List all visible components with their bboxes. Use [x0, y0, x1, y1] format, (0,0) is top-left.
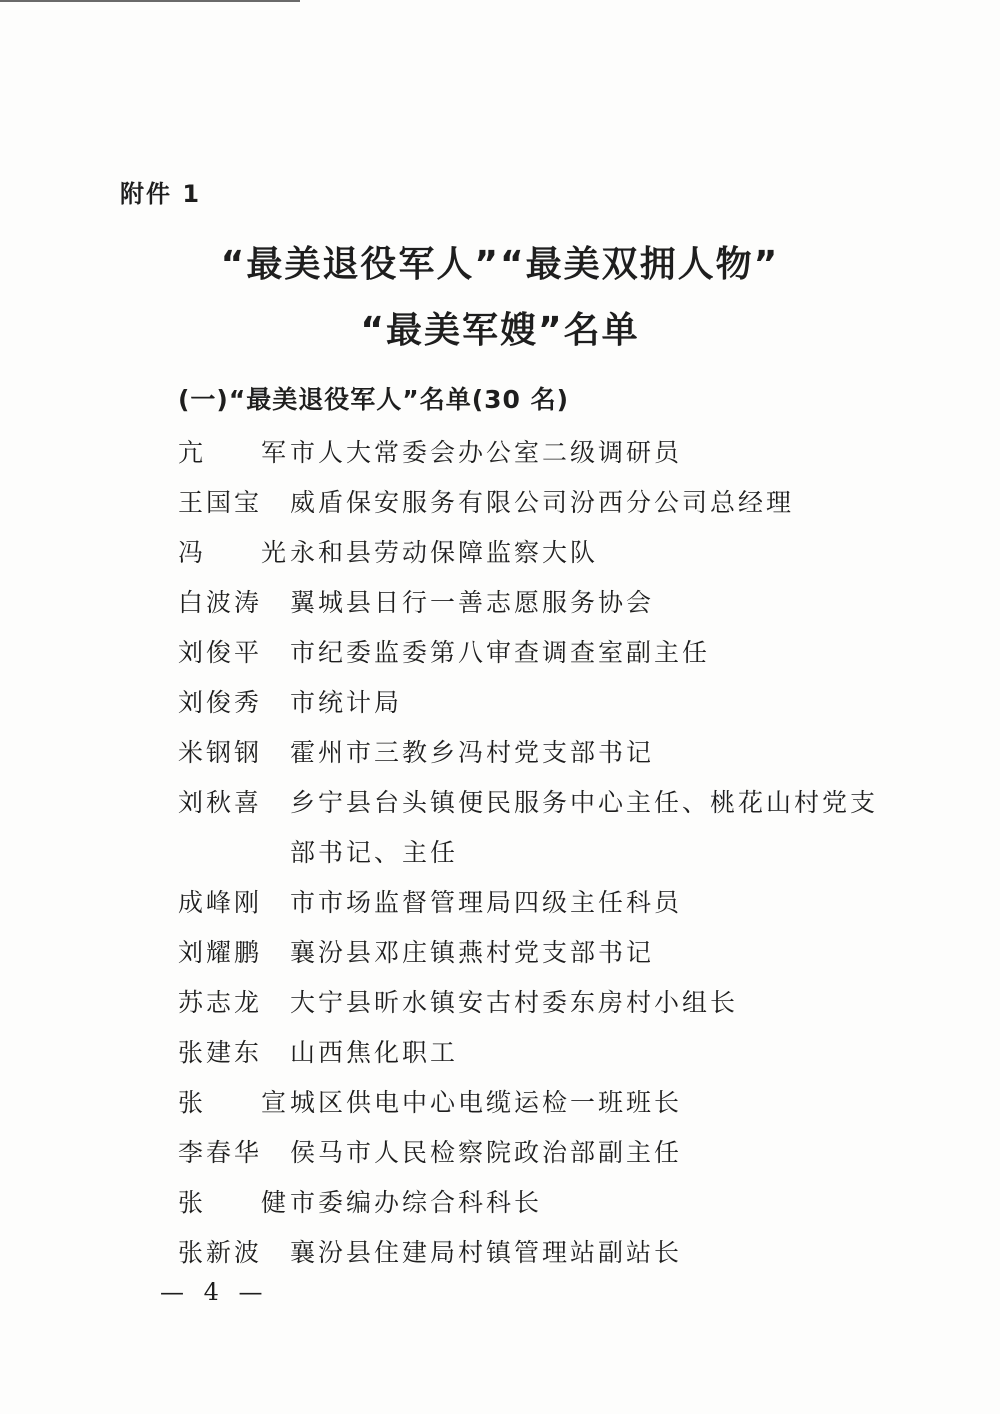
- person-title: 霍州市三教乡冯村党支部书记: [290, 738, 655, 767]
- person-title: 乡宁县台头镇便民服务中心主任、桃花山村党支部书记、主任: [290, 788, 879, 867]
- list-item: [178, 1128, 898, 1178]
- person-name: 白波涛: [178, 588, 263, 617]
- person-name: 刘秋喜: [178, 788, 263, 817]
- person-title: 市委编办综合科科长: [290, 1188, 543, 1217]
- person-name: 刘耀鹏: [178, 938, 263, 967]
- person-title: 市纪委监委第八审查调查室副主任: [290, 638, 711, 667]
- list-item: [178, 578, 898, 628]
- list-item: [178, 478, 898, 528]
- name-list: [178, 428, 898, 1278]
- person-name: 张 健: [178, 1188, 311, 1217]
- person-name: 成峰刚: [178, 888, 263, 917]
- list-item: [178, 1228, 898, 1278]
- page-number: — 4 —: [160, 1278, 269, 1306]
- person-title: 市统计局: [290, 688, 403, 717]
- person-title: 永和县劳动保障监察大队: [290, 538, 599, 567]
- attachment-label: 附件 1: [120, 180, 202, 208]
- person-name: 刘俊秀: [178, 688, 263, 717]
- person-title: 山西焦化职工: [290, 1038, 459, 1067]
- person-title: 襄汾县邓庄镇燕村党支部书记: [290, 938, 655, 967]
- list-item: [178, 878, 898, 928]
- list-item: [178, 928, 898, 978]
- person-title: 襄汾县住建局村镇管理站副站长: [290, 1238, 683, 1267]
- document-title-line-2: “最美军嫂”名单: [360, 310, 640, 351]
- person-name: 王国宝: [178, 488, 263, 517]
- person-title: 翼城县日行一善志愿服务协会: [290, 588, 655, 617]
- person-title: 威盾保安服务有限公司汾西分公司总经理: [290, 488, 795, 517]
- person-title: 市市场监督管理局四级主任科员: [290, 888, 683, 917]
- list-item: [178, 678, 898, 728]
- person-title: 大宁县昕水镇安古村委东房村小组长: [290, 988, 739, 1017]
- list-item: [178, 978, 898, 1028]
- person-name: 冯 光: [178, 538, 311, 567]
- list-item: [178, 778, 898, 878]
- list-item: [178, 428, 898, 478]
- person-title: 市人大常委会办公室二级调研员: [290, 438, 683, 467]
- list-item: [178, 1078, 898, 1128]
- list-item: [178, 628, 898, 678]
- list-item: [178, 1178, 898, 1228]
- person-name: 苏志龙: [178, 988, 263, 1017]
- person-name: 刘俊平: [178, 638, 263, 667]
- section-heading: (一)“最美退役军人”名单(30 名): [178, 385, 570, 414]
- person-name: 亢 军: [178, 438, 311, 467]
- top-rule: [0, 0, 300, 2]
- list-item: [178, 1028, 898, 1078]
- person-name: 张建东: [178, 1038, 263, 1067]
- list-item: [178, 528, 898, 578]
- list-item: [178, 728, 898, 778]
- person-name: 张新波: [178, 1238, 263, 1267]
- person-title: 侯马市人民检察院政治部副主任: [290, 1138, 683, 1167]
- person-name: 张 宣: [178, 1088, 311, 1117]
- document-title-line-1: “最美退役军人”“最美双拥人物”: [220, 244, 780, 285]
- person-name: 李春华: [178, 1138, 263, 1167]
- person-name: 米钢钢: [178, 738, 263, 767]
- person-title: 城区供电中心电缆运检一班班长: [290, 1088, 683, 1117]
